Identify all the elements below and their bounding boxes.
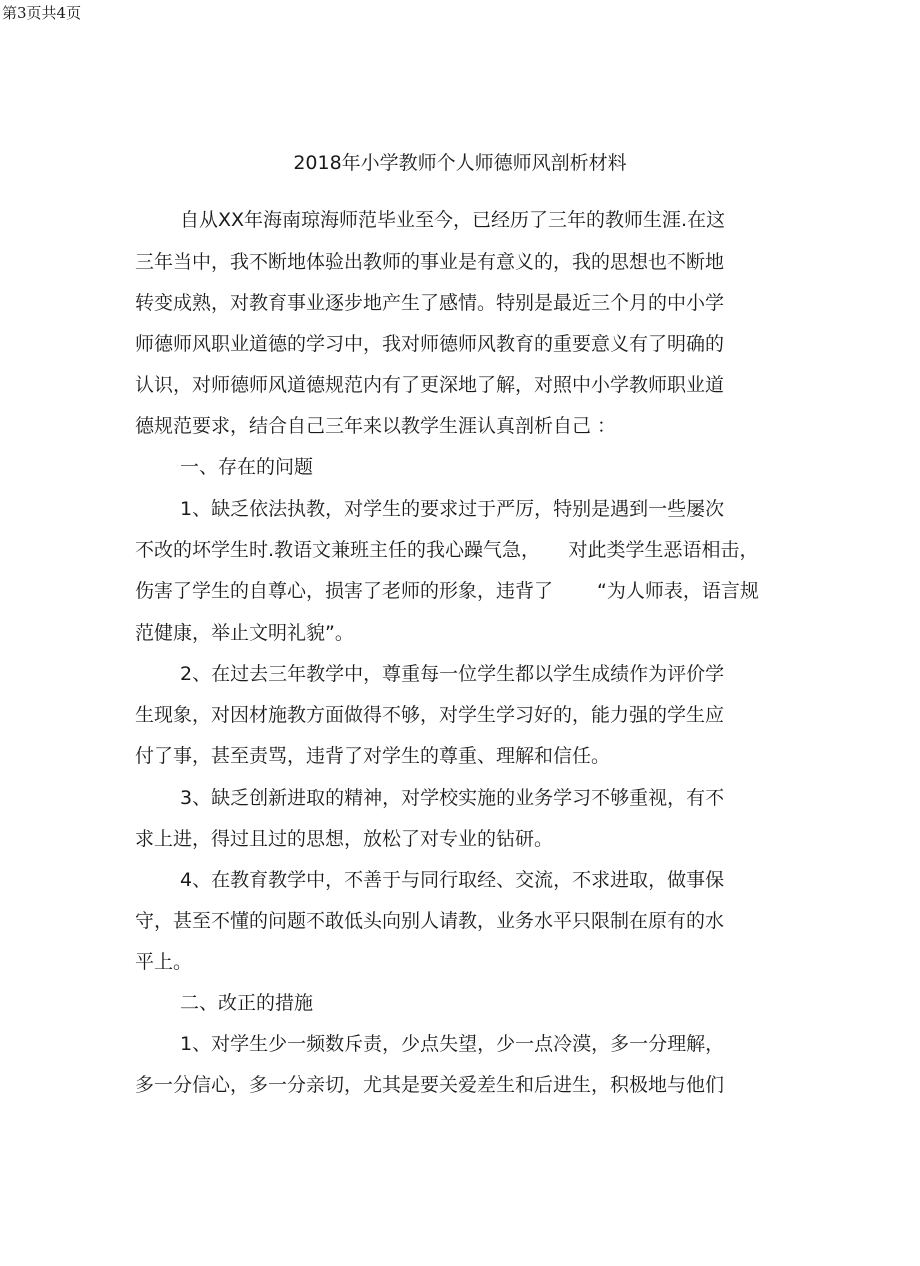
paragraph-line: 师德师风职业道德的学习中，我对师德师风教育的重要意义有了明确的 [135, 333, 725, 355]
paragraph-line: 德规范要求，结合自己三年来以教学生涯认真剖析自己 ： [135, 415, 617, 437]
section-heading: 二、改正的措施 [180, 992, 314, 1014]
paragraph-line: 生现象，对因材施教方面做得不够，对学生学习好的，能力强的学生应 [135, 704, 725, 726]
paragraph-line: 三年当中，我不断地体验出教师的事业是有意义的，我的思想也不断地 [135, 251, 725, 273]
paragraph-line: 范健康，举止文明礼貌”。 [135, 622, 354, 644]
paragraph-line: 自从XX年海南琼海师范毕业至今，已经历了三年的教师生涯.在这 [180, 209, 726, 231]
paragraph-line: 付了事，甚至责骂，违背了对学生的尊重、理解和信任。 [135, 745, 611, 767]
document-title: 2018年小学教师个人师德师风剖析材料 [293, 152, 627, 174]
paragraph-line: 不改的坏学生时.教语文兼班主任的我心躁气急， 对此类学生恶语相击， [135, 539, 759, 561]
paragraph-line: 求上进，得过且过的思想，放松了对专业的钻研。 [135, 828, 554, 850]
page-indicator: 第3页共4页 [2, 4, 82, 22]
paragraph-line: 认识，对师德师风道德规范内有了更深地了解，对照中小学教师职业道 [135, 374, 725, 396]
paragraph-line: 4、在教育教学中，不善于与同行取经、交流，不求进取，做事保 [180, 869, 725, 891]
paragraph-line: 3、缺乏创新进取的精神，对学校实施的业务学习不够重视，有不 [180, 787, 725, 809]
paragraph-line: 平上。 [135, 951, 193, 973]
paragraph-line: 多一分信心，多一分亲切，尤其是要关爱差生和后进生，积极地与他们 [135, 1074, 725, 1096]
paragraph-line: 1、对学生少一频数斥责，少点失望，少一点冷漠，多一分理解， [180, 1033, 725, 1055]
paragraph-line: 1、缺乏依法执教，对学生的要求过于严厉，特别是遇到一些屡次 [180, 498, 725, 520]
section-heading: 一、存在的问题 [180, 456, 314, 478]
paragraph-line: 守，甚至不懂的问题不敢低头向别人请教，业务水平只限制在原有的水 [135, 910, 725, 932]
paragraph-line: 转变成熟，对教育事业逐步地产生了感情。特别是最近三个月的中小学 [135, 292, 725, 314]
paragraph-line: 2、在过去三年教学中，尊重每一位学生都以学生成绩作为评价学 [180, 663, 725, 685]
paragraph-line: 伤害了学生的自尊心，损害了老师的形象，违背了 “为人师表，语言规 [135, 580, 759, 602]
